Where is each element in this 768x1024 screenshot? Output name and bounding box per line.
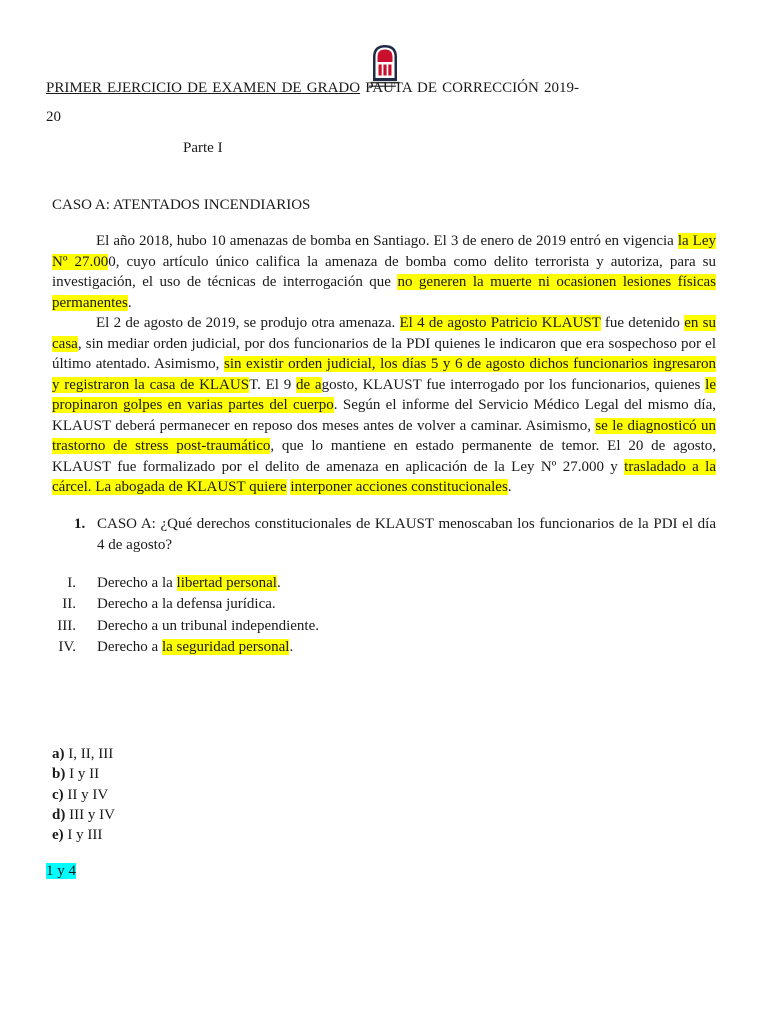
paragraph-line — [52, 313, 716, 334]
highlighted-text: Nº 27.00 — [52, 253, 109, 270]
text-run: investigación, el uso de técnicas de interrogación que — [52, 274, 398, 290]
option-letter: a) — [52, 746, 65, 762]
text-run: . — [127, 294, 132, 311]
logo-red-bar — [383, 65, 386, 76]
option-item — [52, 825, 115, 845]
highlighted-text: trastorno de stress post-traumático — [52, 438, 271, 454]
highlighted-text: sin existir orden judicial, los días 5 y 6 de agosto dichos funcionarios ingresaron — [224, 356, 717, 372]
paragraph-line — [52, 272, 716, 293]
highlighted-text: El 4 de agosto Patricio KLAUST — [399, 315, 601, 331]
text-run: . Según el informe del Servicio Médico Legal del mismo día, — [333, 397, 717, 413]
highlighted-text: en su — [684, 315, 716, 331]
paragraph-line — [52, 334, 716, 355]
text-run: , que lo mantiene en estado permanente de temor. El 20 de agosto, — [270, 438, 716, 454]
answer-note — [46, 861, 76, 881]
highlighted-text: la Ley — [677, 233, 716, 249]
statement-text — [97, 594, 276, 615]
text-run: fue detenido — [600, 315, 685, 331]
highlighted-text: interponer acciones constitucionales — [290, 479, 508, 495]
option-letter: c) — [52, 786, 64, 803]
highlighted-text: no generen la muerte ni ocasionen lesiones físicas — [397, 274, 716, 290]
highlighted-text: le — [705, 376, 716, 393]
question-text — [97, 514, 716, 556]
paragraph-line — [52, 252, 716, 273]
paragraph-line — [52, 436, 716, 457]
paragraph-line — [52, 231, 716, 252]
text-run: Derecho a un tribunal independiente. — [97, 617, 319, 634]
text-run: Derecho a — [97, 638, 162, 655]
statement-item — [50, 594, 650, 615]
document-title — [46, 78, 579, 98]
text-run: . — [507, 479, 512, 495]
statement-numeral: I. — [67, 575, 76, 591]
text-run: KLAUST deberá permanecer en reposo dos meses antes de volver a caminar. Asimismo, — [52, 417, 596, 434]
title-underlined: PRIMER EJERCICIO DE EXAMEN DE GRADO — [46, 80, 361, 96]
option-item — [52, 764, 115, 784]
answer-highlighted: 1 y 4 — [46, 863, 76, 879]
highlighted-text: la seguridad personal — [161, 638, 290, 655]
title-continuation: 20 — [46, 109, 61, 125]
text-run: El año 2018, hubo 10 amenazas de bomba en Santiago. El 3 de enero de 2019 entró en vigencia — [96, 233, 678, 249]
highlighted-text: permanentes — [52, 294, 128, 311]
statement-numeral: III. — [57, 617, 76, 634]
text-run: gosto, KLAUST fue interrogado por los funcionarios, quienes — [321, 376, 706, 393]
option-text: II y IV — [67, 786, 109, 803]
case-paragraph — [52, 231, 716, 313]
option-item — [52, 805, 115, 825]
paragraph-line — [52, 457, 716, 478]
highlighted-text: se le diagnosticó un — [595, 417, 716, 434]
text-run: El 2 de agosto de 2019, se produjo otra amenaza. — [96, 315, 400, 331]
option-item — [52, 744, 115, 764]
title-rest: PAUTA DE CORRECCIÓN 2019- — [365, 80, 579, 96]
logo-red-bar — [379, 65, 382, 76]
question-line: 4 de agosto? — [97, 537, 172, 553]
highlighted-text: casa — [52, 335, 78, 352]
option-letter: b) — [52, 766, 66, 783]
text-run: . — [276, 575, 281, 591]
logo-red-crown — [378, 50, 393, 63]
paragraph-line — [52, 293, 716, 314]
option-letter: d) — [52, 806, 66, 823]
highlighted-text: libertad personal — [176, 575, 277, 591]
case-body — [52, 231, 716, 498]
option-item — [52, 785, 115, 805]
statement-text — [97, 637, 293, 658]
statement-text — [97, 616, 319, 637]
option-text: III y IV — [69, 806, 115, 823]
question-line: CASO A: ¿Qué derechos constitucionales de KLAUST menoscaban los funcionarios de la PDI el día — [97, 516, 716, 532]
question-number: 1. — [74, 516, 86, 532]
logo-red-bar — [388, 65, 391, 76]
highlighted-text: trasladado a la — [624, 458, 717, 475]
statement-item — [50, 637, 650, 658]
paragraph-line — [52, 477, 716, 498]
text-run: , sin mediar orden judicial, por dos funcionarios de la PDI quienes le indicaron que era sospechoso por el — [77, 335, 716, 352]
text-run: Derecho a la — [97, 575, 177, 591]
statement-numeral: IV. — [58, 638, 76, 655]
statement-list — [50, 573, 650, 658]
statement-text — [97, 573, 281, 594]
text-run: KLAUST fue formalizado por el delito de amenaza en aplicación de la Ley Nº 27.000 y — [52, 458, 625, 475]
text-run: 0, cuyo artículo único califica la amenaza de bomba como delito terrorista y autoriza, para su — [108, 253, 716, 270]
text-run: . — [289, 638, 294, 655]
case-paragraph — [52, 313, 716, 498]
highlighted-text: y registraron la casa de KLAUS — [52, 376, 250, 393]
text-run: último atentado. Asimismo, — [52, 356, 224, 372]
text-run: T. El 9 — [249, 376, 296, 393]
section-label: Parte I — [183, 140, 223, 156]
paragraph-line — [52, 416, 716, 437]
option-letter: e) — [52, 827, 64, 843]
option-text: I, II, III — [68, 746, 114, 762]
highlighted-text: cárcel. La abogada de KLAUST quiere — [52, 479, 287, 495]
paragraph-line — [52, 375, 716, 396]
statement-item — [50, 573, 650, 594]
paragraph-line — [52, 395, 716, 416]
highlighted-text: de a — [296, 376, 322, 393]
text-run: Derecho a la defensa jurídica. — [97, 596, 276, 613]
option-text: I y III — [67, 827, 103, 843]
answer-options — [52, 744, 115, 845]
statement-numeral: II. — [62, 596, 76, 613]
highlighted-text: propinaron golpes en varias partes del cuerpo — [52, 397, 334, 413]
statement-item — [50, 616, 650, 637]
option-text: I y II — [69, 766, 100, 783]
paragraph-line — [52, 354, 716, 375]
case-title: CASO A: ATENTADOS INCENDIARIOS — [52, 197, 311, 213]
